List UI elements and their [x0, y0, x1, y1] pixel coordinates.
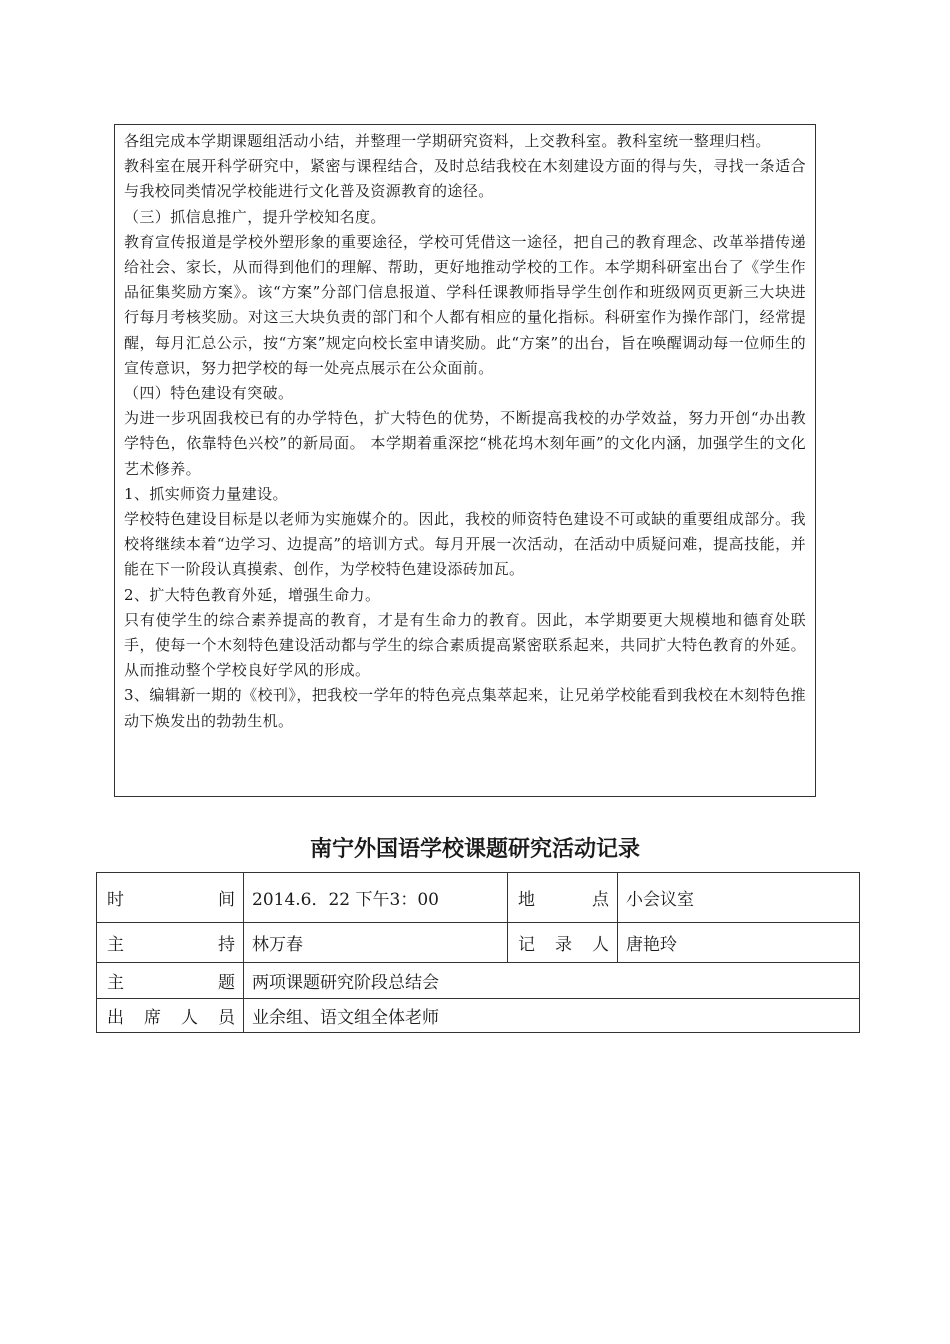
table-row [97, 923, 860, 963]
paragraph: 学校特色建设目标是以老师为实施媒介的。因此，我校的师资特色建设不可或缺的重要组成部分。我校将继续本着“边学习、边提高”的培训方式。每月开展一次活动，在活动中质疑问难，提高技能，并能在下一阶段认真摸索、创作，为学校特色建设添砖加瓦。 [124, 510, 806, 579]
section-heading: （四）特色建设有突破。 [124, 384, 294, 403]
paragraph: 教育宣传报道是学校外塑形象的重要途径，学校可凭借这一途径，把自己的教育理念、改革举措传递给社会、家长，从而得到他们的理解、帮助，更好地推动学校的工作。本学期科研室出台了《学生作品征集奖励方案》。该“方案”分部门信息报道、学科任课教师指导学生创作和班级网页更新三大块进行每月考核奖励。对这三大块负责的部门和个人都有相应的量化指标。科研室作为操作部门，经常提醒，每月汇总公示，按“方案”规定向校长室申请奖励。此“方案”的出台，旨在唤醒调动每一位师生的宣传意识，努力把学校的每一处亮点展示在公众面前。 [124, 232, 806, 377]
table-row [97, 963, 860, 999]
paragraph: 为进一步巩固我校已有的办学特色，扩大特色的优势，不断提高我校的办学效益，努力开创“办出教学特色，依靠特色兴校”的新局面。 本学期着重深挖“桃花坞木刻年画”的文化内涵，加强学生的文化艺术修养。 [124, 409, 806, 478]
host-value: 林万春 [244, 923, 508, 963]
list-heading: 1、抓实师资力量建设。 [124, 484, 288, 503]
place-value: 小会议室 [618, 873, 860, 923]
paragraph: 只有使学生的综合素养提高的教育，才是有生命力的教育。因此，本学期要更大规模地和德育处联手，使每一个木刻特色建设活动都与学生的综合素质提高紧密联系起来，共同扩大特色教育的外延。从而推动整个学校良好学风的形成。 [124, 610, 806, 680]
paragraph: 教科室在展开科学研究中，紧密与课程结合，及时总结我校在木刻建设方面的得与失，寻找一条适合与我校同类情况学校能进行文化普及资源教育的途径。 [124, 157, 806, 201]
table-row [97, 873, 860, 923]
topic-label: 主题 [97, 963, 244, 999]
record-title: 南宁外国语学校课题研究活动记录 [309, 837, 640, 862]
section-heading: （三）抓信息推广，提升学校知名度。 [124, 207, 386, 226]
recorder-value: 唐艳玲 [618, 923, 860, 963]
time-value: 2014.6．22 下午3：00 [244, 873, 508, 923]
time-label: 时间 [97, 873, 244, 923]
paragraph: 各组完成本学期课题组活动小结，并整理一学期研究资料，上交教科室。教科室统一整理归档。 [124, 132, 771, 150]
attendees-value: 业余组、语文组全体老师 [244, 999, 860, 1033]
paragraph: 3、编辑新一期的《校刊》，把我校一学年的特色亮点集萃起来，让兄弟学校能看到我校在木刻特色推动下焕发出的勃勃生机。 [124, 686, 806, 730]
host-label: 主持 [97, 923, 244, 963]
list-heading: 2、扩大特色教育外延，增强生命力。 [124, 585, 381, 604]
place-label: 地点 [508, 873, 618, 923]
activity-record-table [96, 872, 860, 1033]
table-row [97, 999, 860, 1033]
summary-text-box [114, 124, 816, 797]
attendees-label: 出席人员 [97, 999, 244, 1033]
recorder-label: 记录人 [508, 923, 618, 963]
topic-value: 两项课题研究阶段总结会 [244, 963, 860, 999]
